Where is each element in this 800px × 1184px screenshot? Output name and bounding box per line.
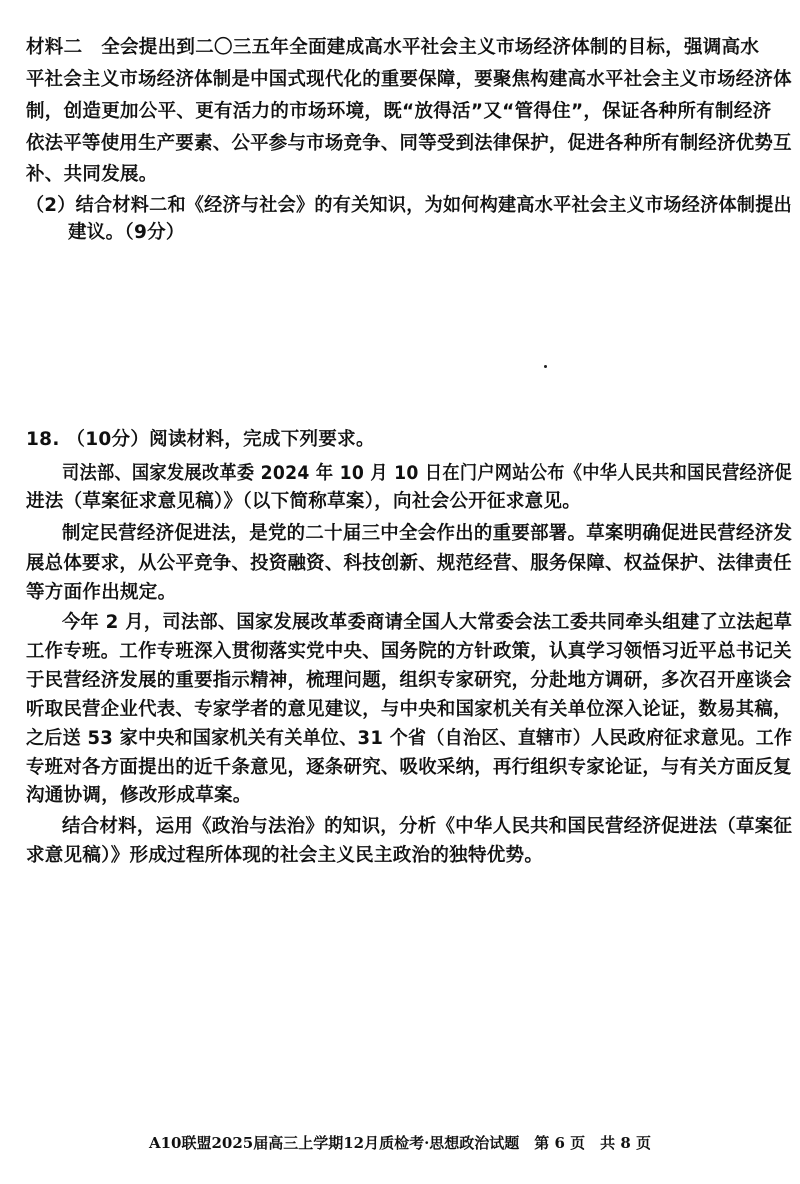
q18-paragraph-line: 今年 2 月，司法部、国家发展改革委商请全国人大常委会法工委共同牵头组建了立法起草 bbox=[62, 612, 793, 633]
q18-paragraph-line: 进法（草案征求意见稿）》（以下简称草案），向社会公开征求意见。 bbox=[26, 491, 582, 512]
material-2-line: 依法平等使用生产要素、公平参与市场竞争、同等受到法律保护，促进各种所有制经济优势互 bbox=[26, 133, 792, 154]
material-2-line: 平社会主义市场经济体制是中国式现代化的重要保障，要聚焦构建高水平社会主义市场经济体 bbox=[26, 69, 792, 90]
q18-paragraph-line: 展总体要求，从公平竞争、投资融资、科技创新、规范经营、服务保障、权益保护、法律责任 bbox=[26, 553, 792, 574]
q18-paragraph-line: 于民营经济发展的重要指示精神，梳理问题，组织专家研究，分赴地方调研，多次召开座谈会 bbox=[26, 670, 792, 691]
q18-paragraph-line: 沟通协调，修改形成草案。 bbox=[26, 785, 252, 806]
q18-paragraph-line: 制定民营经济促进法，是党的二十届三中全会作出的重要部署。草案明确促进民营经济发 bbox=[62, 523, 793, 544]
q18-paragraph-line: 专班对各方面提出的近千条意见，逐条研究、吸收采纳，再行组织专家论证，与有关方面反复 bbox=[26, 757, 792, 778]
material-2-line: 补、共同发展。 bbox=[26, 164, 158, 185]
q18-paragraph-line: 司法部、国家发展改革委 2024 年 10 月 10 日在门户网站公布《中华人民共和国民营经济促 bbox=[62, 463, 793, 484]
page-footer: A10联盟2025届高三上学期12月质检考·思想政治试题 第 6 页 共 8 页 bbox=[148, 1134, 652, 1152]
question-2-line: （2）结合材料二和《经济与社会》的有关知识，为如何构建高水平社会主义市场经济体制提出 bbox=[26, 195, 792, 216]
q18-paragraph-line: 之后送 53 家中央和国家机关有关单位、31 个省（自治区、直辖市）人民政府征求意见。工作 bbox=[26, 728, 793, 749]
stray-mark bbox=[544, 365, 547, 368]
question-18-heading: 18. （10分）阅读材料，完成下列要求。 bbox=[26, 429, 375, 450]
material-2-line: 制，创造更加公平、更有活力的市场环境，既“放得活”又“管得住”，保证各种所有制经济 bbox=[26, 101, 772, 122]
material-2-line: 材料二 全会提出到二〇三五年全面建成高水平社会主义市场经济体制的目标，强调高水 bbox=[26, 37, 760, 58]
q18-paragraph-line: 听取民营企业代表、专家学者的意见建议，与中央和国家机关有关单位深入论证，数易其稿， bbox=[26, 699, 792, 720]
q18-task-line: 结合材料，运用《政治与法治》的知识，分析《中华人民共和国民营经济促进法（草案征 bbox=[62, 816, 793, 837]
q18-task-line: 求意见稿）》形成过程所体现的社会主义民主政治的独特优势。 bbox=[26, 845, 544, 866]
q18-paragraph-line: 工作专班。工作专班深入贯彻落实党中央、国务院的方针政策，认真学习领悟习近平总书记关 bbox=[26, 641, 792, 662]
q18-paragraph-line: 等方面作出规定。 bbox=[26, 582, 177, 603]
question-2-line: 建议。（9分） bbox=[68, 222, 185, 243]
